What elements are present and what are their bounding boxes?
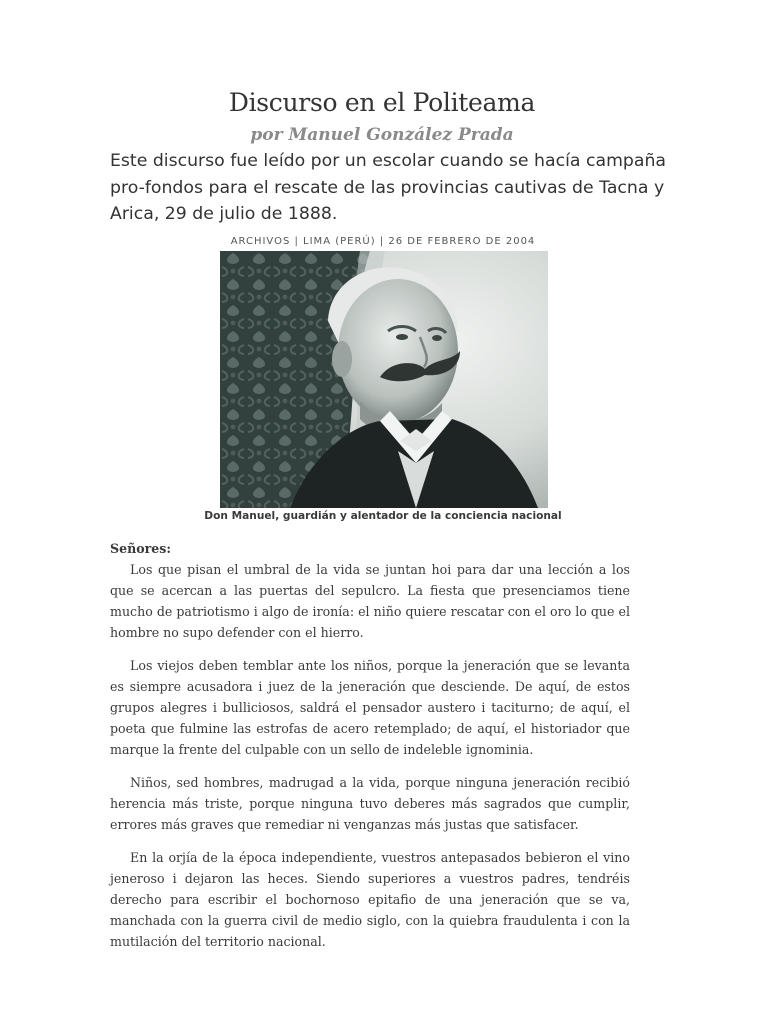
paragraph: Los que pisan el umbral de la vida se juntan hoi para dar una lección a los que se acercan a las puertas del sepulcro. La fiesta que presenciamos tiene mucho de patriotismo i algo de ironía: el niño quiere rescatar con el oro lo que el hombre no supo defender con el hierro. [110, 562, 630, 640]
article-body [110, 538, 630, 964]
paragraph: En la orjía de la época independiente, vuestros antepasados bebieron el vino jeneroso i dejaron las heces. Siendo superiores a vuestros padres, tendréis derecho para escribir el bochornoso epitafio de una jeneración que se va, manchada con la guerra civil de medio siglo, con la quiebra fraudulenta i con la mutilación del territorio nacional. [110, 850, 630, 949]
paragraph: Niños, sed hombres, madrugad a la vida, porque ninguna jeneración recibió herencia más triste, porque ninguna tuvo deberes más sagrados que cumplir, errores más graves que remediar ni venganzas más justas que satisfacer. [110, 775, 630, 832]
article-byline: por Manuel González Prada [250, 125, 514, 145]
salutation: Señores: [110, 541, 172, 556]
photo-caption: Don Manuel, guardián y alentador de la conciencia nacional [204, 510, 562, 522]
paragraph: Los viejos deben temblar ante los niños, porque la jeneración que se levanta es siempre acusadora i juez de la jeneración que desciende. De aquí, de estos grupos alegres i bulliciosos, saldrá el pensador austero i taciturno; de aquí, el poeta que fulmine las estrofas de acero retemplado; de aquí, el historiador que marque la frente del culpable con un sello de indeleble ignominia. [110, 658, 630, 757]
article-lead: Este discurso fue leído por un escolar cuando se hacía campaña pro-fondos para el rescate de las provincias cautivas de Tacna y Arica, 29 de julio de 1888. [110, 151, 667, 224]
portrait-illustration [220, 251, 548, 508]
portrait-photo [220, 251, 548, 508]
archive-line: ARCHIVOS | LIMA (PERÚ) | 26 DE FEBRERO DE 2004 [230, 236, 536, 247]
article-title: Discurso en el Politeama [228, 88, 536, 117]
